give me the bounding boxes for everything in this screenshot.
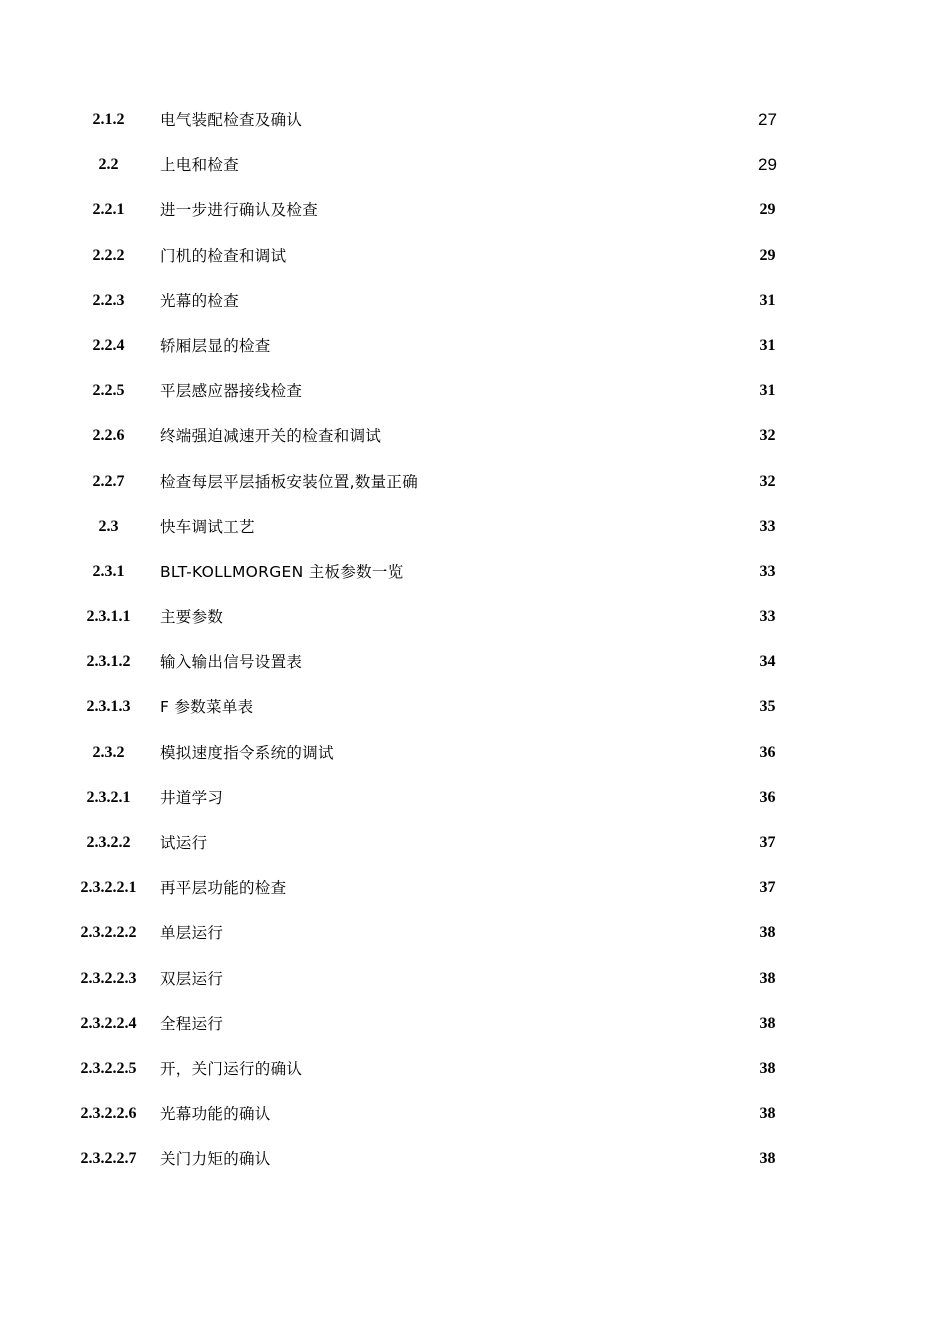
toc-entry[interactable] [0, 1091, 950, 1136]
toc-entry[interactable] [0, 233, 950, 278]
toc-page-number: 36 [759, 788, 776, 806]
toc-page-number: 29 [759, 201, 776, 219]
toc-section-number: 2.3.2.2.4 [80, 1014, 137, 1032]
toc-section-title: 开，关门运行的确认 [160, 1059, 303, 1078]
toc-section-title: 试运行 [160, 834, 208, 852]
toc-section-number: 2.2.3 [92, 291, 125, 309]
toc-entry[interactable] [0, 459, 950, 504]
toc-page-number: 37 [759, 879, 776, 897]
toc-section-number: 2.3.1 [92, 562, 125, 580]
toc-page-number: 29 [759, 246, 776, 264]
toc-entry[interactable] [0, 1136, 950, 1181]
toc-section-number: 2.2.2 [92, 246, 125, 264]
toc-page-number: 37 [759, 834, 776, 851]
toc-entry[interactable] [0, 865, 950, 910]
toc-entry[interactable] [0, 820, 950, 865]
toc-section-number: 2.2.6 [92, 427, 125, 445]
toc-section-number: 2.3.2.2.5 [80, 1059, 137, 1077]
toc-section-title: 关门力矩的确认 [160, 1150, 271, 1169]
toc-section-title: 全程运行 [160, 1014, 224, 1033]
toc-section-number: 2.3 [98, 517, 119, 535]
toc-entry[interactable] [0, 504, 950, 549]
toc-section-number: 2.3.2.2.1 [80, 879, 137, 897]
toc-page-number: 38 [759, 924, 776, 942]
toc-section-title: 终端强迫减速开关的检查和调试 [160, 427, 382, 446]
toc-page-number: 32 [759, 427, 776, 445]
toc-entry[interactable] [0, 413, 950, 458]
toc-page-number: 31 [759, 336, 776, 354]
toc-entry[interactable] [0, 594, 950, 639]
toc-section-number: 2.2.1 [92, 201, 125, 219]
toc-entry[interactable] [0, 97, 950, 142]
toc-section-title: BLT-KOLLMORGEN 主板参数一览 [160, 562, 404, 581]
toc-section-number: 2.2 [98, 156, 119, 174]
toc-entry[interactable] [0, 910, 950, 955]
toc-entry[interactable] [0, 1001, 950, 1046]
toc-entry[interactable] [0, 684, 950, 729]
toc-page-number: 32 [759, 472, 776, 490]
toc-section-number: 2.3.2.2 [86, 834, 131, 851]
toc-section-title: 检查每层平层插板安装位置,数量正确 [160, 472, 419, 491]
toc-entry[interactable] [0, 956, 950, 1001]
toc-section-number: 2.3.1.1 [86, 608, 131, 626]
toc-page-number: 31 [759, 291, 776, 309]
toc-section-number: 2.3.2 [92, 743, 125, 761]
toc-section-title: 平层感应器接线检查 [160, 382, 303, 401]
toc-section-title: 再平层功能的检查 [160, 879, 287, 898]
toc-page-number: 33 [759, 562, 776, 580]
toc-section-title: 电气装配检查及确认 [160, 111, 303, 129]
toc-page-number: 36 [759, 743, 776, 761]
toc-page-number: 35 [759, 698, 776, 716]
toc-section-title: 快车调试工艺 [160, 517, 255, 536]
toc-section-title: 双层运行 [160, 969, 224, 988]
toc-page-number: 38 [759, 969, 776, 987]
toc-entry[interactable] [0, 639, 950, 684]
toc-section-title: 模拟速度指令系统的调试 [160, 743, 334, 762]
toc-section-number: 2.3.2.2.7 [80, 1150, 137, 1168]
toc-page-number: 33 [759, 608, 776, 626]
toc-section-number: 2.3.1.2 [86, 653, 131, 671]
toc-section-title: 井道学习 [160, 788, 224, 807]
toc-page-number: 33 [759, 517, 776, 535]
toc-section-title: 进一步进行确认及检查 [160, 201, 319, 220]
toc-entry[interactable] [0, 142, 950, 187]
toc-page-number: 29 [758, 155, 777, 175]
toc-page-number: 34 [759, 653, 776, 671]
toc-section-number: 2.3.2.2.3 [80, 969, 137, 987]
toc-page-number: 38 [759, 1014, 776, 1032]
toc-section-number: 2.2.4 [92, 336, 125, 354]
toc-section-title: 上电和检查 [160, 156, 240, 175]
toc-section-number: 2.3.2.2.6 [80, 1105, 137, 1123]
toc-entry[interactable] [0, 278, 950, 323]
toc-section-number: 2.3.1.3 [86, 698, 131, 716]
toc-page-number: 38 [759, 1150, 776, 1168]
toc-page-number: 27 [758, 110, 777, 129]
toc-section-number: 2.3.2.2.2 [80, 924, 137, 942]
table-of-contents [0, 97, 950, 1182]
toc-section-number: 2.2.7 [92, 472, 125, 490]
toc-section-title: 输入输出信号设置表 [160, 653, 303, 672]
toc-entry[interactable] [0, 549, 950, 594]
toc-page-number: 38 [759, 1105, 776, 1123]
toc-entry[interactable] [0, 187, 950, 232]
toc-entry[interactable] [0, 775, 950, 820]
toc-section-title: 光幕的检查 [160, 291, 240, 310]
toc-section-title: 轿厢层显的检查 [160, 336, 271, 355]
toc-section-title: 光幕功能的确认 [160, 1105, 271, 1124]
toc-section-number: 2.1.2 [92, 111, 125, 128]
toc-page-number: 31 [759, 382, 776, 400]
toc-section-number: 2.2.5 [92, 382, 125, 400]
toc-page-number: 38 [759, 1059, 776, 1077]
toc-section-number: 2.3.2.1 [86, 788, 131, 806]
toc-section-title: 单层运行 [160, 924, 224, 943]
toc-section-title: F 参数菜单表 [160, 698, 254, 717]
toc-section-title: 门机的检查和调试 [160, 246, 287, 265]
toc-entry[interactable] [0, 368, 950, 413]
toc-entry[interactable] [0, 1046, 950, 1091]
toc-entry[interactable] [0, 323, 950, 368]
toc-section-title: 主要参数 [160, 608, 224, 627]
toc-entry[interactable] [0, 730, 950, 775]
